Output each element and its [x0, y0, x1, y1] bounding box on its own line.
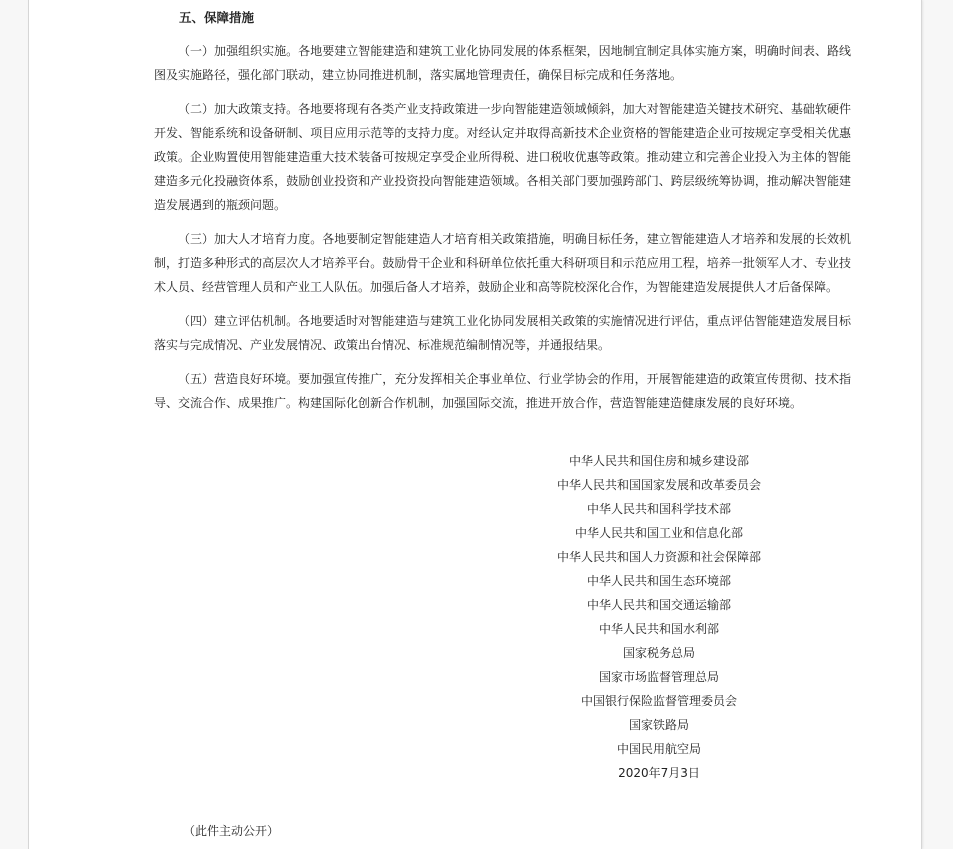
disclosure-note: （此件主动公开） [183, 824, 280, 838]
section-heading: 五、保障措施 [179, 10, 255, 25]
signatory: 中华人民共和国工业和信息化部 [574, 526, 744, 540]
signatory: 中华人民共和国住房和城乡建设部 [568, 454, 750, 468]
signatory: 中华人民共和国交通运输部 [586, 598, 732, 612]
paragraph-environment: （五）营造良好环境。要加强宣传推广，充分发挥相关企事业单位、行业学协会的作用，开展智能建造的政策宣传贯彻、技术指导、交流合作、成果推广。构建国际化创新合作机制，加强国际交流，推进开放合作，营造智能建造健康发展的良好环境。 [154, 372, 851, 410]
signatory: 国家铁路局 [628, 718, 690, 732]
signatory: 中华人民共和国生态环境部 [586, 574, 732, 588]
signatory: 国家税务总局 [622, 646, 696, 660]
signatory: 中国银行保险监督管理委员会 [580, 694, 738, 708]
paragraph-policy-support: （二）加大政策支持。各地要将现有各类产业支持政策进一步向智能建造领域倾斜，加大对智能建造关键技术研究、基础软硬件开发、智能系统和设备研制、项目应用示范等的支持力度。对经认定并取得高新技术企业资格的智能建造企业可按规定享受相关优惠政策。企业购置使用智能建造重大技术装备可按规定享受企业所得税、进口税收优惠等政策。推动建立和完善企业投入为主体的智能建造多元化投融资体系，鼓励创业投资和产业投资投向智能建造领域。各相关部门要加强跨部门、跨层级统筹协调，推动解决智能建造发展遇到的瓶颈问题。 [154, 102, 851, 212]
signatory: 中国民用航空局 [616, 742, 702, 756]
signatory: 中华人民共和国水利部 [598, 622, 720, 636]
signatory: 中华人民共和国人力资源和社会保障部 [556, 550, 762, 564]
signatory: 国家市场监督管理总局 [598, 670, 720, 684]
signatory: 中华人民共和国科学技术部 [586, 502, 732, 516]
document-page [28, 0, 922, 849]
paragraph-evaluation: （四）建立评估机制。各地要适时对智能建造与建筑工业化协同发展相关政策的实施情况进行评估，重点评估智能建造发展目标落实与完成情况、产业发展情况、政策出台情况、标准规范编制情况等，并通报结果。 [154, 314, 851, 352]
paragraph-talent-cultivation: （三）加大人才培育力度。各地要制定智能建造人才培育相关政策措施，明确目标任务，建立智能建造人才培养和发展的长效机制，打造多种形式的高层次人才培养平台。鼓励骨干企业和科研单位依托重大科研项目和示范应用工程，培养一批领军人才、专业技术人员、经营管理人员和产业工人队伍。加强后备人才培养，鼓励企业和高等院校深化合作，为智能建造发展提供人才后备保障。 [154, 232, 851, 294]
signatory: 中华人民共和国国家发展和改革委员会 [556, 478, 762, 492]
paragraph-organization: （一）加强组织实施。各地要建立智能建造和建筑工业化协同发展的体系框架，因地制宜制定具体实施方案，明确时间表、路线图及实施路径，强化部门联动，建立协同推进机制，落实属地管理责任，确保目标完成和任务落地。 [154, 44, 851, 82]
document-date: 2020年7月3日 [618, 766, 700, 780]
